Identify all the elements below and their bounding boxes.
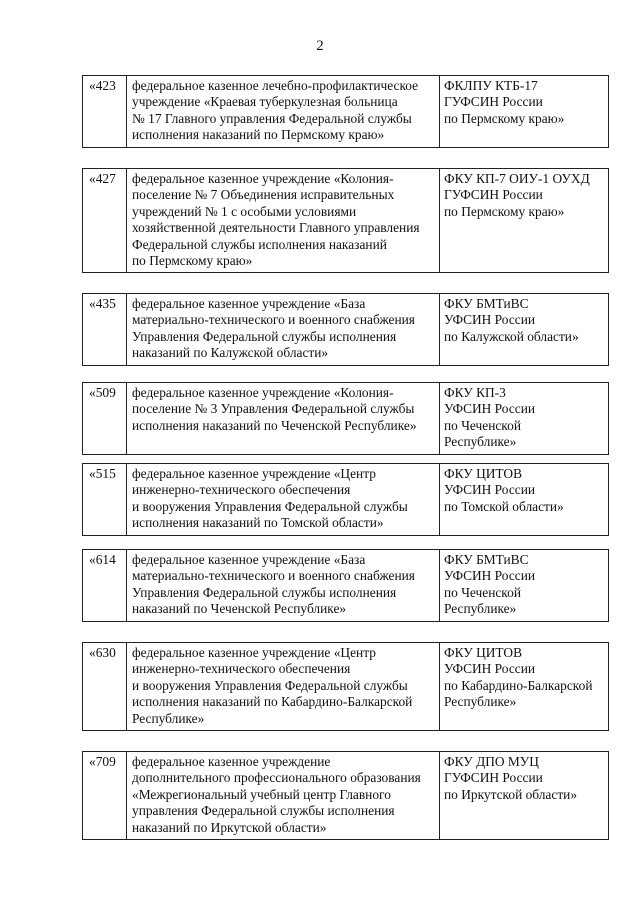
table-row (82, 549, 609, 622)
entry-full-name: федеральное казенное учреждение «Центр инженерно-технического обеспечения и вооружения Управления Федеральной службы исполнения наказаний по Томской области» (127, 464, 440, 535)
table-row (82, 75, 609, 148)
table-row (82, 642, 609, 731)
table-row (82, 463, 609, 536)
entry-short-name: ФКУ КП-3 УФСИН России по Чеченской Республике» (444, 385, 536, 450)
table-row (82, 382, 609, 455)
entry-full-name: федеральное казенное учреждение дополнительного профессионального образования «Межрегиональный учебный центр Главного управления Федеральной службы исполнения наказаний по Иркутской области» (127, 752, 440, 839)
entry-short-name: ФКУ КП-7 ОИУ-1 ОУХД ГУФСИН России по Пермскому краю» (444, 171, 590, 219)
entry-full-name: федеральное казенное учреждение «Колония- поселение № 7 Объединения исправительных учреждений № 1 с особыми условиями хозяйственной деятельности Главного управления Федеральной службы исполнения наказаний по Пермскому краю» (127, 169, 440, 272)
entry-number: «614 (83, 550, 127, 621)
entry-short-name: ФКУ ЦИТОВ УФСИН России по Кабардино-Балкарской Республике» (444, 645, 593, 710)
entry-full-name: федеральное казенное учреждение «Колония- поселение № 3 Управления Федеральной службы исполнения наказаний по Чеченской Республике» (127, 383, 440, 454)
entry-full-name: федеральное казенное учреждение «База материально-технического и военного снабжения Управления Федеральной службы исполнения наказаний по Калужской области» (127, 294, 440, 365)
entry-short-name: ФКУ ДПО МУЦ ГУФСИН России по Иркутской области» (444, 754, 578, 802)
entry-short-name: ФКЛПУ КТБ-17 ГУФСИН России по Пермскому краю» (444, 78, 565, 126)
entry-short-name: ФКУ БМТиВС УФСИН России по Чеченской Республике» (444, 552, 536, 617)
table-row (82, 293, 609, 366)
entry-short-name: ФКУ БМТиВС УФСИН России по Калужской области» (444, 296, 579, 344)
entry-number: «709 (83, 752, 127, 839)
entry-full-name: федеральное казенное учреждение «Центр инженерно-технического обеспечения и вооружения Управления Федеральной службы исполнения наказаний по Кабардино-Балкарской Республике» (127, 643, 440, 730)
page-number: 2 (316, 38, 324, 54)
entry-number: «515 (83, 464, 127, 535)
entry-full-name: федеральное казенное учреждение «База материально-технического и военного снабжения Управления Федеральной службы исполнения наказаний по Чеченской Республике» (127, 550, 440, 621)
entry-number: «509 (83, 383, 127, 454)
entry-short-name: ФКУ ЦИТОВ УФСИН России по Томской области» (444, 466, 564, 514)
table-row (82, 751, 609, 840)
entry-number: «435 (83, 294, 127, 365)
entry-number: «630 (83, 643, 127, 730)
table-row (82, 168, 609, 273)
entry-number: «427 (83, 169, 127, 272)
entry-full-name: федеральное казенное лечебно-профилактическое учреждение «Краевая туберкулезная больница № 17 Главного управления Федеральной службы исполнения наказаний по Пермскому краю» (127, 76, 440, 147)
entry-number: «423 (83, 76, 127, 147)
